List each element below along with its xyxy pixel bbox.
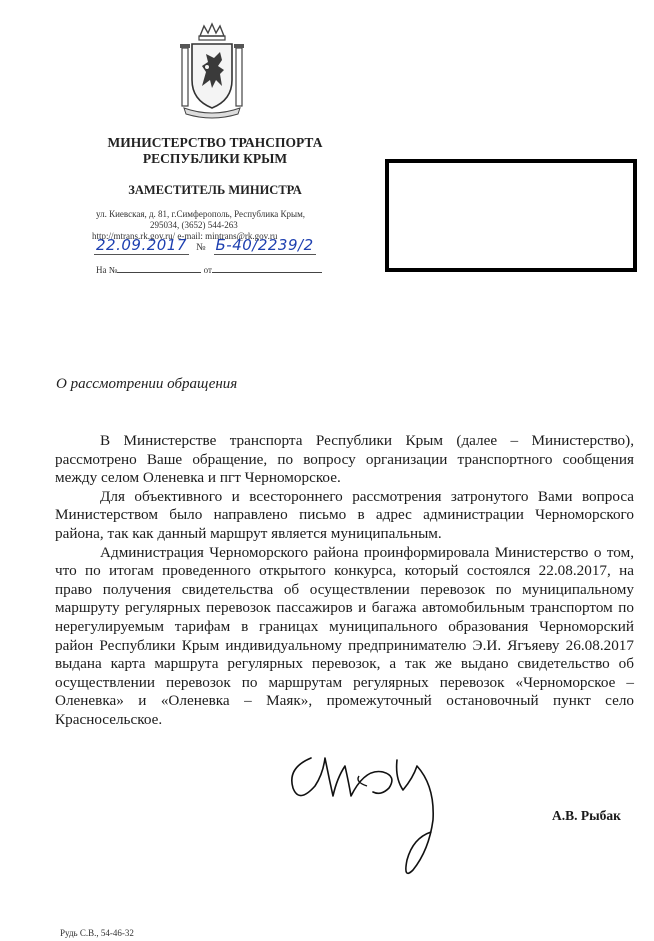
- ministry-name-line2: РЕСПУБЛИКИ КРЫМ: [142, 151, 288, 166]
- address-phone: 295034, (3652) 544-263: [150, 220, 238, 230]
- crimea-coat-of-arms-icon: [176, 22, 248, 120]
- address-line: ул. Киевская, д. 81, г.Симферополь, Республика Крым,: [96, 209, 306, 219]
- letter-subject: О рассмотрении обращения: [56, 376, 238, 392]
- reference-from: от: [203, 265, 212, 275]
- deputy-minister-title: ЗАМЕСТИТЕЛЬ МИНИСТРА: [128, 183, 302, 197]
- handwritten-signature: [285, 738, 475, 883]
- outgoing-number: Б-40/2239/2: [215, 236, 314, 254]
- address-web-email: http://mtrans.rk.gov.ru/ e-mail: mintrans@rk.gov.ru: [92, 231, 278, 241]
- body-paragraph: Для объективного и всестороннего рассмотрения затронутого Вами вопроса Министерством было направлено письмо в адрес администрации Черноморского района, так как данный маршрут является муниципальным.: [55, 487, 634, 542]
- signatory-name: А.В. Рыбак: [552, 808, 621, 823]
- body-paragraph: Администрация Черноморского района проинформировала Министерство о том, что по итогам проведенного открытого конкурса, который состоялся 22.08.2017, на право получения свидетельства об осуществлении перевозок по муниципальному маршруту регулярных перевозок пассажиров и багажа автомобильным транспортом по нерегулируемым тарифам в границах муниципального образования Черноморский район Республики Крым индивидуальному предпринимателю Э.И. Ягъяеву 26.08.2017 выдана карта маршрута регулярных перевозок, а так же выдано свидетельство об осуществлении перевозок по маршрутам регулярных перевозок «Черноморское – Оленевка» и «Оленевка – Маяк», промежуточный остановочный пункт село Красносельское.: [55, 543, 634, 728]
- letter-body: [55, 432, 634, 730]
- number-sign: №: [196, 242, 207, 253]
- reference-line: [96, 264, 322, 275]
- reference-prefix: На №: [96, 265, 118, 275]
- body-paragraph: В Министерстве транспорта Республики Крым (далее – Министерство), рассмотрено Ваше обращение, по вопросу организации транспортного сообщения между селом Оленевка и пгт Черноморское.: [55, 432, 634, 487]
- ministry-name-line1: МИНИСТЕРСТВО ТРАНСПОРТА: [107, 135, 323, 150]
- executor-note: Рудь С.В., 54-46-32: [60, 928, 134, 938]
- redacted-recipient-block: [385, 159, 637, 272]
- outgoing-date: 22.09.2017: [96, 236, 187, 254]
- outgoing-date-number: [94, 236, 324, 258]
